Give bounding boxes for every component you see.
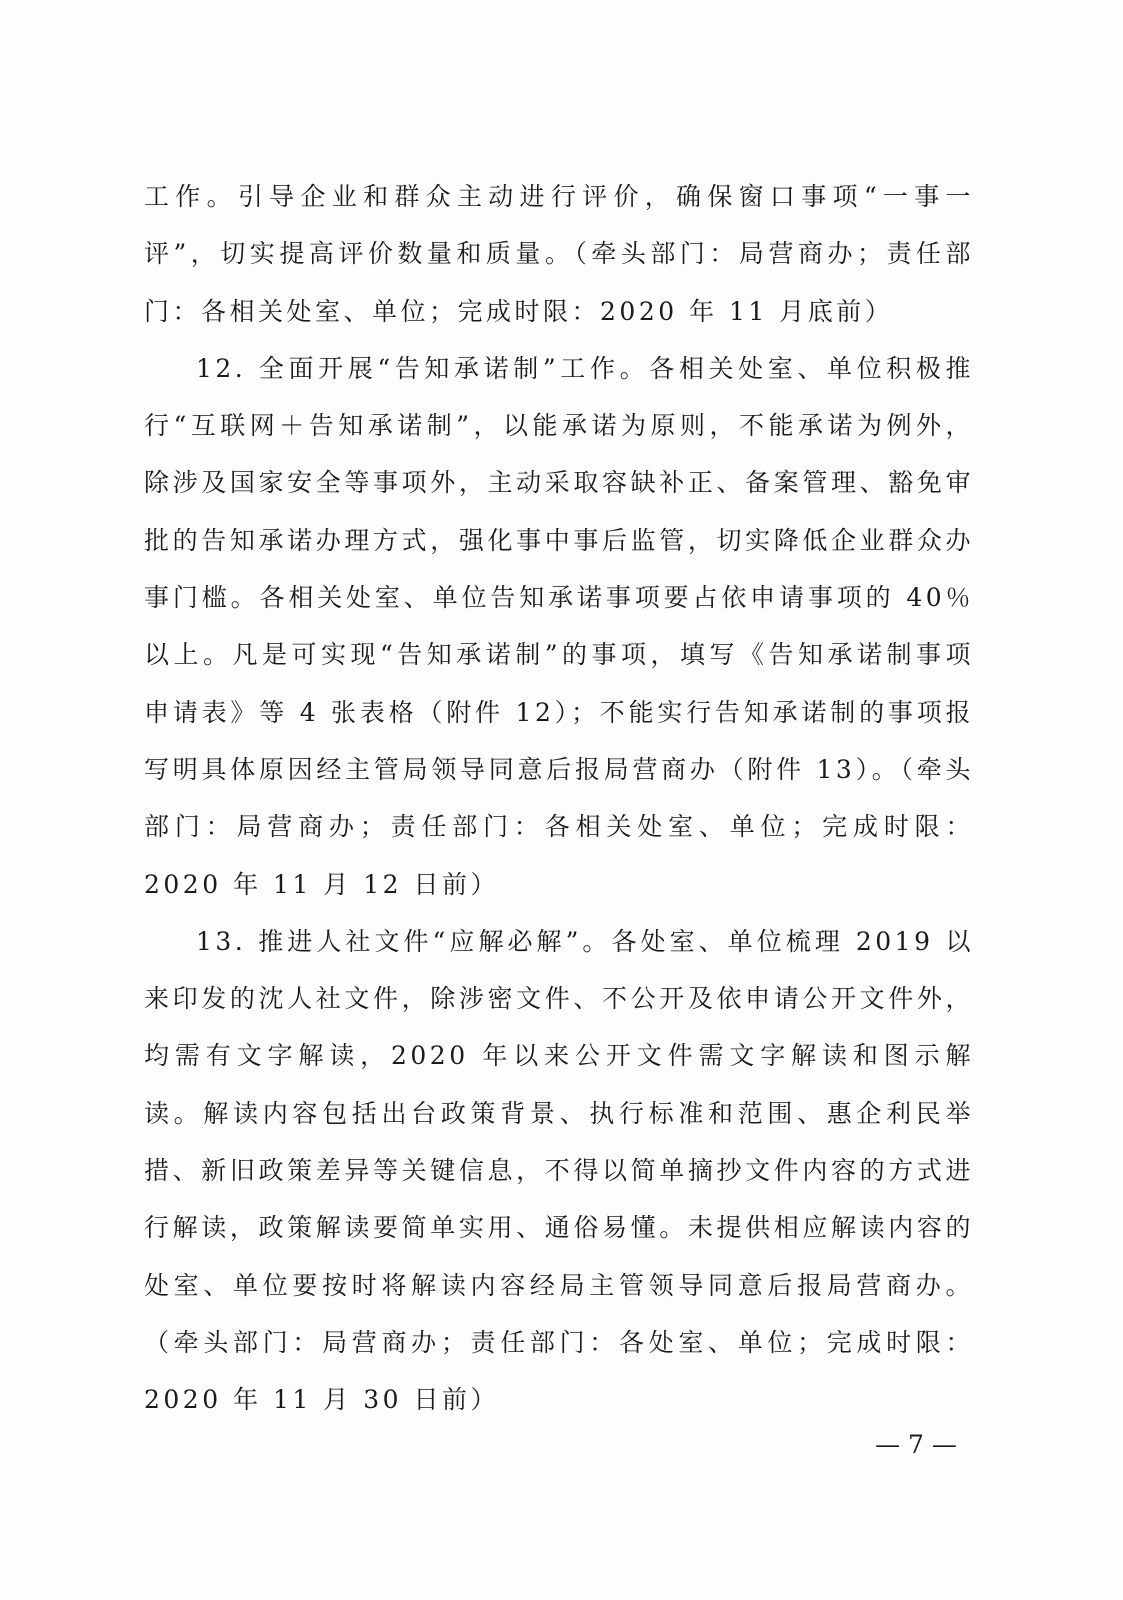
paragraph-item-13: 13. 推进人社文件“应解必解”。各处室、单位梳理 2019 以来印发的沈人社文件，除涉密文件、不公开及依申请公开文件外，均需有文字解读，2020 年以来公开文件需文字解读和图示解读。解读内容包括出台政策背景、执行标准和范围、惠企利民举措、新旧政策差异等关键信息，不得以简单摘抄文件内容的方式进行解读，政策解读要简单实用、通俗易懂。未提供相应解读内容的处室、单位要按时将解读内容经局主管领导同意后报局营商办。（牵头部门：局营商办；责任部门：各处室、单位；完成时限：2020 年 11 月 30 日前） (144, 926, 974, 1415)
paragraph-continuation: 工作。引导企业和群众主动进行评价，确保窗口事项“一事一评”，切实提高评价数量和质量。（牵头部门：局营商办；责任部门：各相关处室、单位；完成时限：2020 年 11 月底前） (144, 182, 974, 326)
document-body (144, 168, 974, 1429)
paragraph-item-12: 12. 全面开展“告知承诺制”工作。各相关处室、单位积极推行“互联网＋告知承诺制”，以能承诺为原则，不能承诺为例外，除涉及国家安全等事项外，主动采取容缺补正、备案管理、豁免审批的告知承诺办理方式，强化事中事后监管，切实降低企业群众办事门槛。各相关处室、单位告知承诺事项要占依申请事项的 40％以上。凡是可实现“告知承诺制”的事项，填写《告知承诺制事项申请表》等 4 张表格（附件 12）；不能实行告知承诺制的事项报写明具体原因经主管局领导同意后报局营商办（附件 13）。（牵头部门：局营商办；责任部门：各相关处室、单位；完成时限：2020 年 11 月 12 日前） (144, 353, 974, 899)
page-number: — 7 — (875, 1430, 957, 1459)
